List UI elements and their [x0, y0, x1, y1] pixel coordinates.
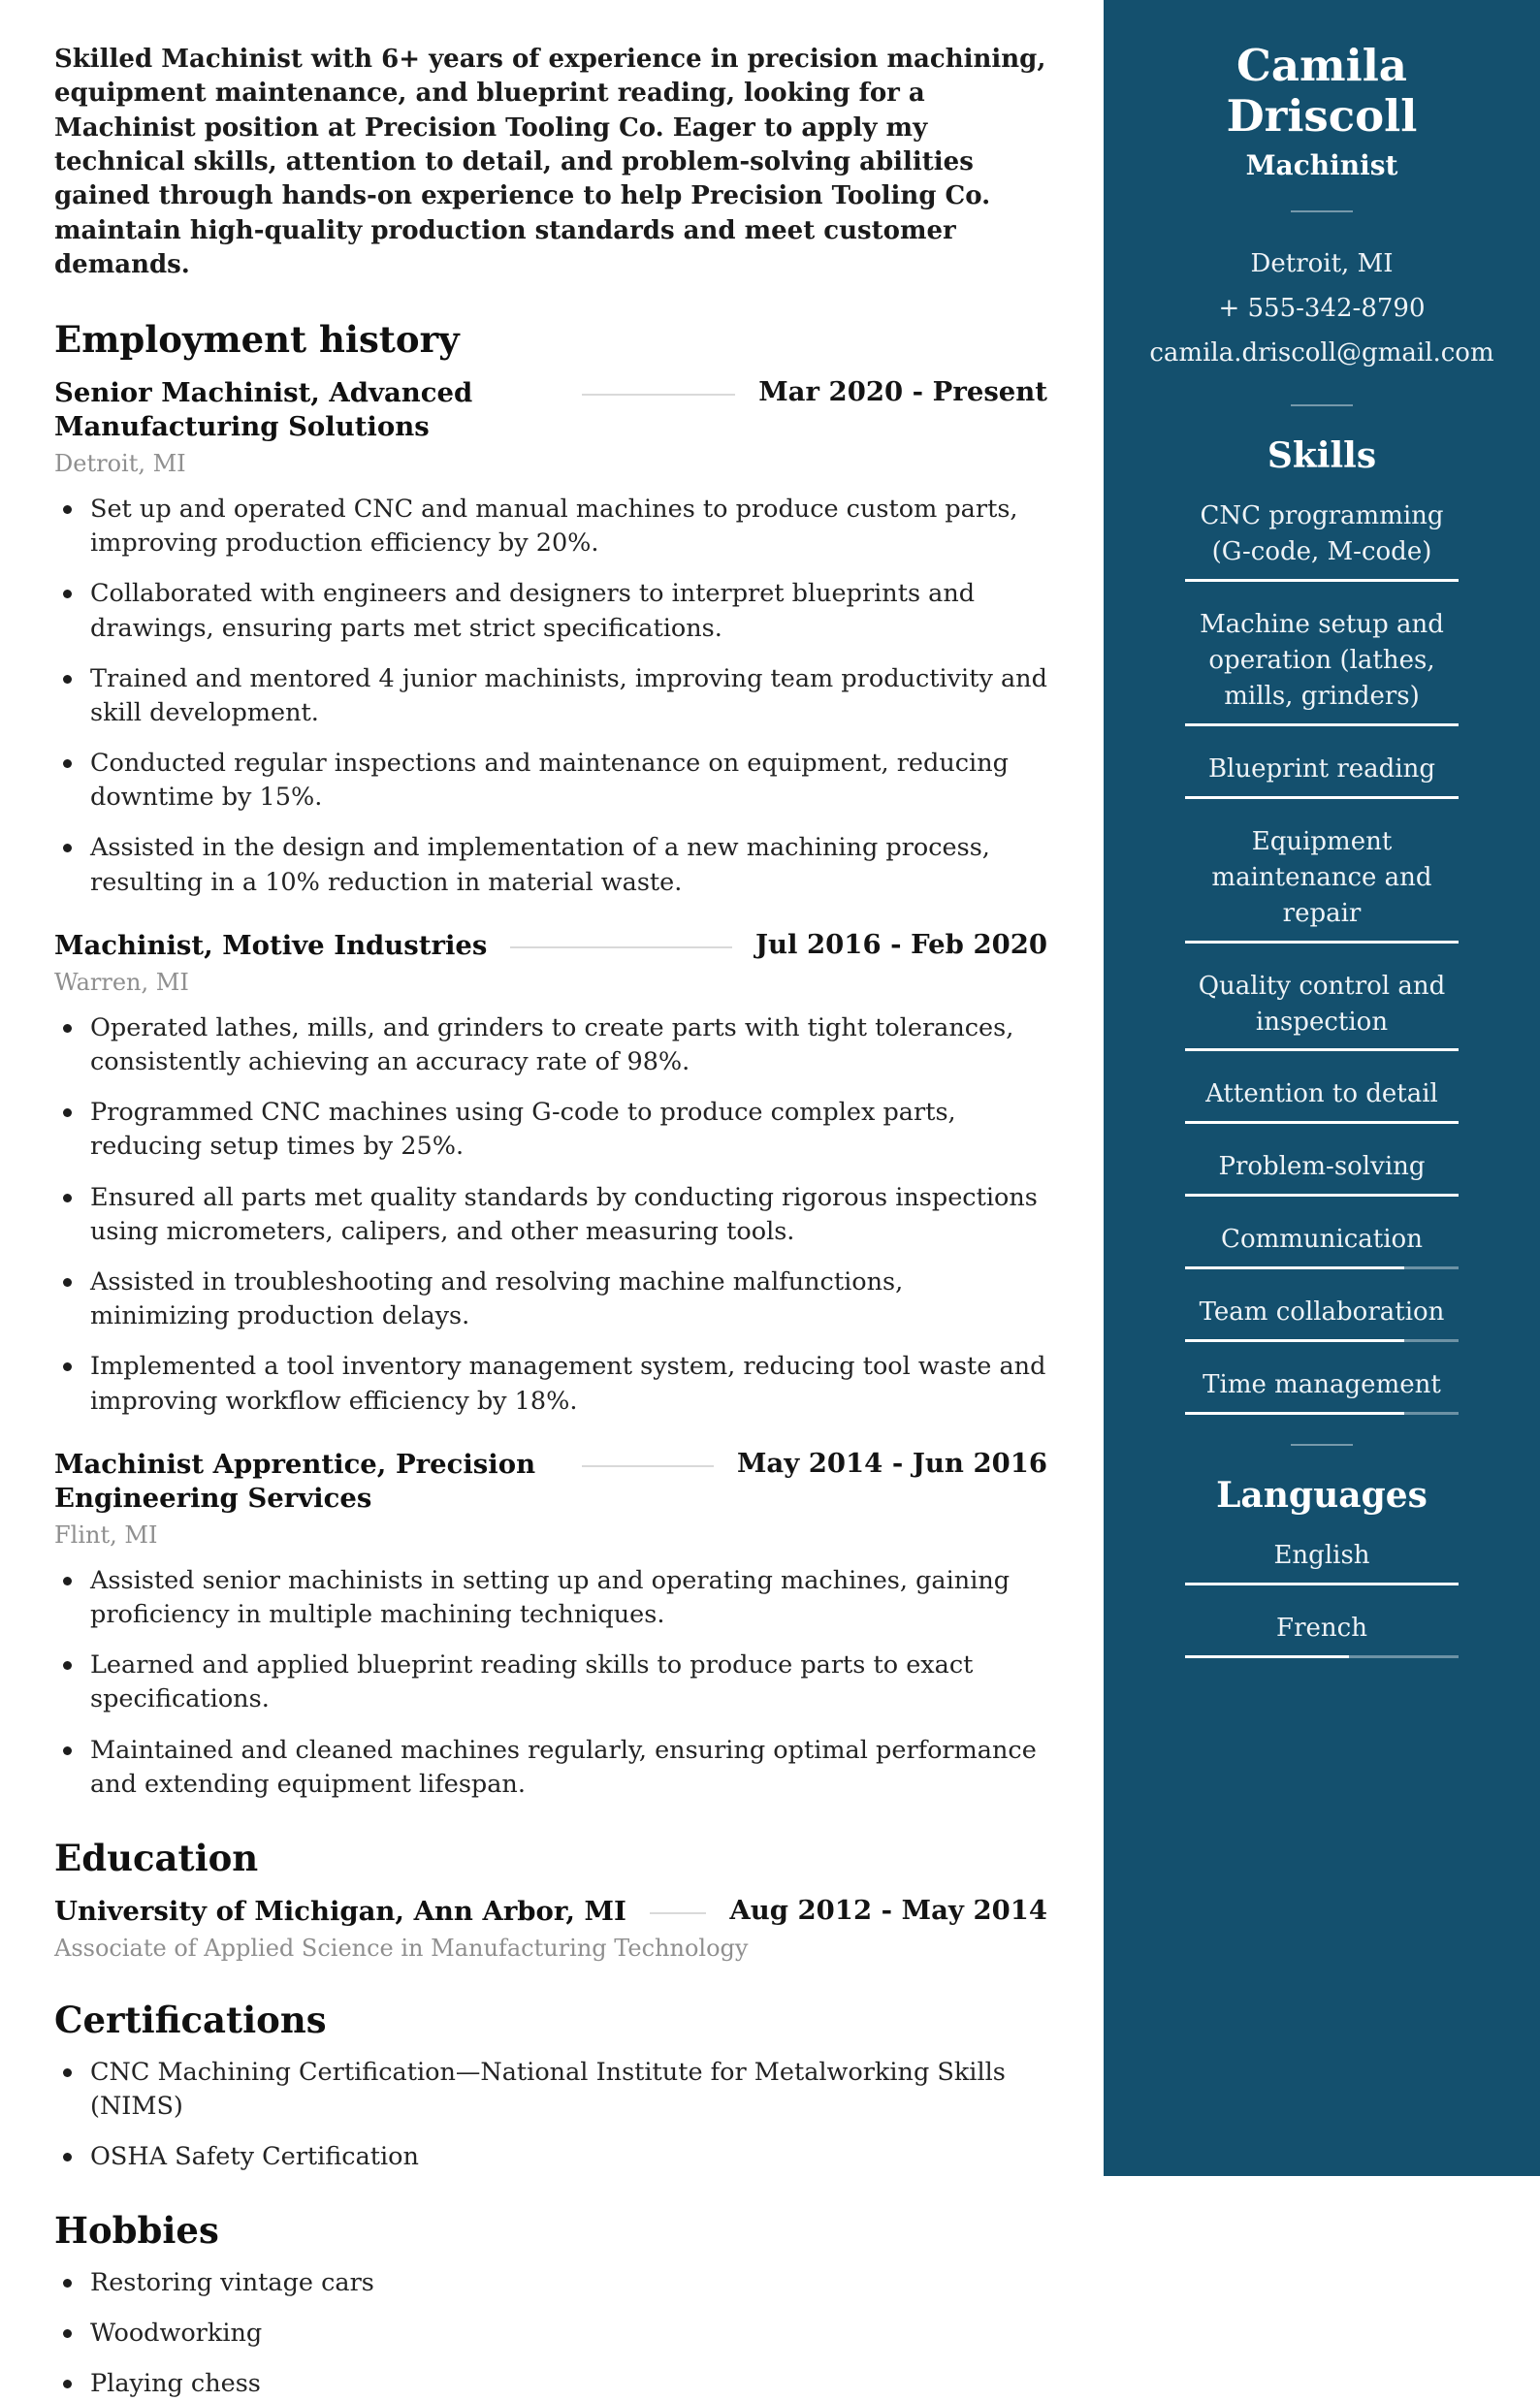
hobby-item: Restoring vintage cars	[54, 2266, 1047, 2300]
skill-item	[1185, 824, 1459, 944]
header-rule-line	[510, 946, 732, 948]
skill-level-track	[1185, 1412, 1459, 1415]
skill-label: Problem-solving	[1218, 1152, 1426, 1182]
skill-label: Equipment maintenance and repair	[1211, 826, 1432, 928]
certification-item: CNC Machining Certification—National Institute for Metalworking Skills (NIMS)	[54, 2056, 1047, 2124]
skill-item	[1185, 752, 1459, 799]
candidate-role: Machinist	[1245, 148, 1398, 181]
skill-level-track	[1185, 1121, 1459, 1124]
job-location: Detroit, MI	[54, 449, 186, 477]
skill-item	[1185, 607, 1459, 726]
section-heading-certifications: Certifications	[54, 1999, 327, 2042]
skill-level-fill	[1185, 1266, 1404, 1269]
language-label: English	[1273, 1541, 1370, 1571]
certifications-list	[54, 2056, 1047, 2175]
skill-level-track	[1185, 1194, 1459, 1197]
language-level-track	[1185, 1655, 1459, 1658]
section-heading-education: Education	[54, 1836, 259, 1879]
skill-level-track	[1185, 723, 1459, 726]
skill-item	[1185, 1222, 1459, 1269]
header-rule-line	[582, 394, 735, 396]
sidebar-divider	[1291, 1444, 1353, 1446]
languages-list	[1185, 1538, 1459, 1658]
skill-level-fill	[1185, 1412, 1404, 1415]
language-label: French	[1276, 1614, 1367, 1644]
skill-level-track	[1185, 941, 1459, 944]
job-bullet: Operated lathes, mills, and grinders to create parts with tight tolerances, consistently achieving an accuracy rate of 98%.	[54, 1011, 1047, 1079]
skills-list	[1185, 498, 1459, 1415]
skill-item	[1185, 969, 1459, 1052]
skill-level-track	[1185, 579, 1459, 582]
header-rule-line	[650, 1912, 707, 1914]
sidebar	[1104, 0, 1540, 2176]
job-header	[54, 376, 1047, 444]
job-dates: Jul 2016 - Feb 2020	[755, 928, 1047, 960]
contact-location: Detroit, MI	[1250, 248, 1394, 278]
hobby-item: Woodworking	[54, 2317, 1047, 2351]
job-bullet-list	[54, 1011, 1047, 1419]
skill-level-fill	[1185, 1339, 1404, 1342]
sidebar-divider	[1291, 404, 1353, 406]
language-item	[1185, 1538, 1459, 1585]
hobbies-list	[54, 2266, 1047, 2401]
skill-label: CNC programming (G-code, M-code)	[1200, 501, 1444, 567]
job-header	[54, 929, 1047, 963]
job-bullet: Implemented a tool inventory management system, reducing tool waste and improving workflow efficiency by 18%.	[54, 1350, 1047, 1418]
job-title: Machinist Apprentice, Precision Engineering Services	[54, 1448, 536, 1514]
profile-summary: Skilled Machinist with 6+ years of experience in precision machining, equipment maintenance, and blueprint reading, looking for a Machinist position at Precision Tooling Co. Eager to apply my technical skills, attention to detail, and problem-solving abilities gained through hands-on experience to help Precision Tooling Co. maintain high-quality production standards and meet customer demands.	[54, 45, 1046, 280]
sidebar-divider	[1291, 210, 1353, 212]
skill-item	[1185, 1149, 1459, 1197]
skill-item	[1185, 1367, 1459, 1415]
job-entry	[54, 376, 1047, 900]
section-heading-employment: Employment history	[54, 317, 460, 361]
skill-level-fill	[1185, 1194, 1459, 1197]
skill-label: Team collaboration	[1199, 1297, 1445, 1328]
skill-item	[1185, 1295, 1459, 1342]
skill-level-fill	[1185, 941, 1459, 944]
header-rule-line	[582, 1465, 714, 1467]
skill-level-track	[1185, 796, 1459, 799]
job-bullet: Conducted regular inspections and maintenance on equipment, reducing downtime by 15%.	[54, 747, 1047, 815]
skill-label: Communication	[1221, 1225, 1423, 1255]
skill-item	[1185, 1076, 1459, 1124]
contact-block	[1142, 241, 1501, 376]
language-level-track	[1185, 1583, 1459, 1585]
contact-phone: + 555-342-8790	[1218, 293, 1426, 323]
skill-level-track	[1185, 1339, 1459, 1342]
skill-level-fill	[1185, 723, 1459, 726]
job-bullet: Programmed CNC machines using G-code to produce complex parts, reducing setup times by 25%.	[54, 1096, 1047, 1164]
job-bullet: Maintained and cleaned machines regularly, ensuring optimal performance and extending equipment lifespan.	[54, 1734, 1047, 1802]
sidebar-heading-languages: Languages	[1216, 1474, 1428, 1516]
job-bullet: Assisted senior machinists in setting up and operating machines, gaining proficiency in multiple machining techniques.	[54, 1564, 1047, 1632]
sidebar-heading-skills: Skills	[1267, 435, 1377, 477]
job-bullet: Learned and applied blueprint reading skills to produce parts to exact specifications.	[54, 1649, 1047, 1716]
job-bullet: Ensured all parts met quality standards by conducting rigorous inspections using micrometers, calipers, and other measuring tools.	[54, 1181, 1047, 1249]
job-bullet: Set up and operated CNC and manual machines to produce custom parts, improving production efficiency by 20%.	[54, 493, 1047, 560]
education-school: University of Michigan, Ann Arbor, MI	[54, 1896, 626, 1928]
education-degree: Associate of Applied Science in Manufacturing Technology	[54, 1935, 749, 1963]
job-entry	[54, 929, 1047, 1419]
job-bullet: Assisted in troubleshooting and resolving machine malfunctions, minimizing production delays.	[54, 1265, 1047, 1333]
job-dates: May 2014 - Jun 2016	[736, 1447, 1047, 1479]
skill-label: Machine setup and operation (lathes, mills, grinders)	[1200, 610, 1444, 712]
job-bullet: Assisted in the design and implementation of a new machining process, resulting in a 10% reduction in material waste.	[54, 831, 1047, 899]
job-entry	[54, 1448, 1047, 1802]
skill-level-fill	[1185, 1048, 1459, 1051]
job-bullet: Collaborated with engineers and designers to interpret blueprints and drawings, ensuring parts met strict specifications.	[54, 577, 1047, 645]
job-title: Machinist, Motive Industries	[54, 929, 488, 961]
skill-level-fill	[1185, 579, 1459, 582]
skill-level-track	[1185, 1266, 1459, 1269]
skill-level-fill	[1185, 1121, 1459, 1124]
skill-label: Blueprint reading	[1207, 754, 1436, 784]
skill-label: Time management	[1203, 1370, 1441, 1400]
language-level-fill	[1185, 1583, 1459, 1585]
skill-level-track	[1185, 1048, 1459, 1051]
job-bullet-list	[54, 493, 1047, 900]
job-title: Senior Machinist, Advanced Manufacturing Solutions	[54, 376, 473, 442]
contact-email: camila.driscoll@gmail.com	[1149, 338, 1494, 368]
language-level-fill	[1185, 1655, 1349, 1658]
skill-item	[1185, 498, 1459, 582]
section-heading-hobbies: Hobbies	[54, 2209, 219, 2253]
education-header	[54, 1895, 1047, 1929]
job-bullet-list	[54, 1564, 1047, 1802]
skill-label: Attention to detail	[1205, 1079, 1438, 1109]
skill-label: Quality control and inspection	[1198, 971, 1446, 1037]
hobby-item: Playing chess	[54, 2367, 1047, 2401]
job-location: Flint, MI	[54, 1521, 158, 1549]
language-item	[1185, 1611, 1459, 1658]
job-header	[54, 1448, 1047, 1516]
job-bullet: Trained and mentored 4 junior machinists, improving team productivity and skill development.	[54, 662, 1047, 730]
education-entry	[54, 1895, 1047, 1964]
job-dates: Mar 2020 - Present	[758, 375, 1047, 407]
skill-level-fill	[1185, 796, 1459, 799]
candidate-name: Camila Driscoll	[1226, 40, 1418, 142]
job-location: Warren, MI	[54, 968, 189, 996]
education-dates: Aug 2012 - May 2014	[729, 1895, 1047, 1927]
certification-item: OSHA Safety Certification	[54, 2140, 1047, 2174]
